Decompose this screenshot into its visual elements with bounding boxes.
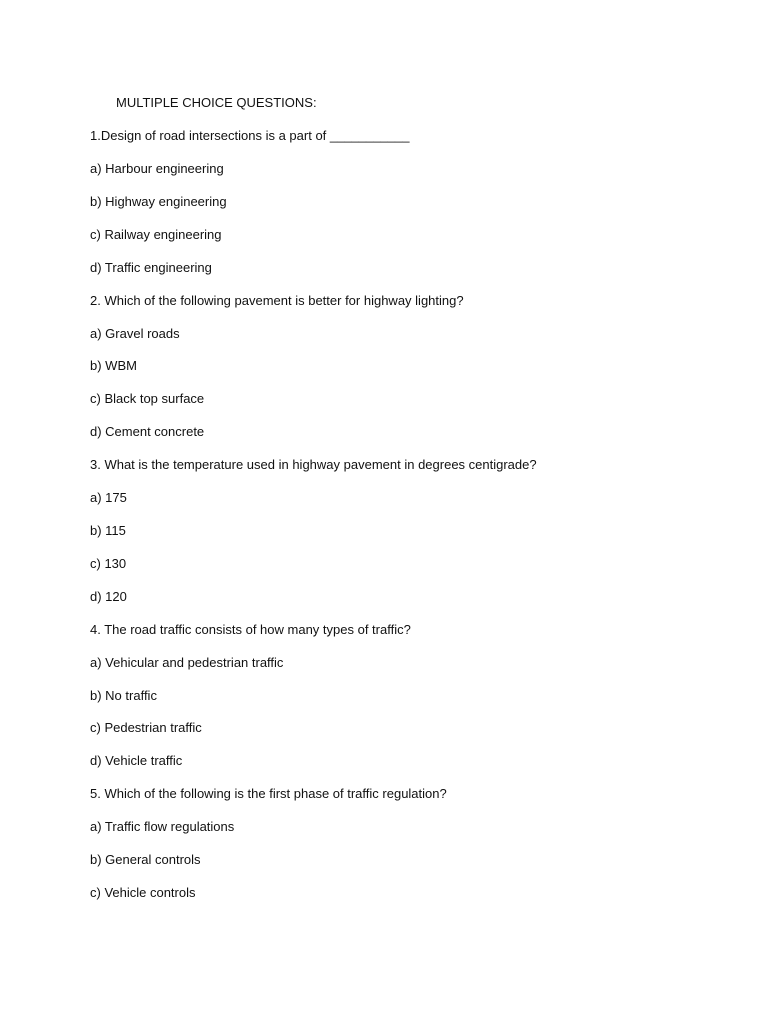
page-title: MULTIPLE CHOICE QUESTIONS: [116,95,317,110]
question-4-option-a: a) Vehicular and pedestrian traffic [90,655,284,670]
question-3-option-c: c) 130 [90,556,127,571]
question-3-option-b: b) 115 [90,523,126,538]
question-4-option-c: c) Pedestrian traffic [90,720,202,735]
question-4-text: 4. The road traffic consists of how many types of traffic? [90,622,411,637]
question-2-option-c: c) Black top surface [90,391,205,406]
question-3-option-d: d) 120 [90,589,127,604]
question-1-option-b: b) Highway engineering [90,194,227,209]
question-2-option-a: a) Gravel roads [90,326,180,341]
question-3-text: 3. What is the temperature used in highway pavement in degrees centigrade? [90,457,537,472]
question-2-text: 2. Which of the following pavement is better for highway lighting? [90,293,464,308]
question-1-option-c: c) Railway engineering [90,227,222,242]
question-1-option-d: d) Traffic engineering [90,260,212,275]
question-3-option-a: a) 175 [90,490,127,505]
question-2-option-b: b) WBM [90,358,137,373]
question-1-text: 1.Design of road intersections is a part of ___________ [90,128,410,143]
question-2-option-d: d) Cement concrete [90,424,205,439]
question-5-option-b: b) General controls [90,852,201,867]
question-5-option-a: a) Traffic flow regulations [90,819,235,834]
question-1-option-a: a) Harbour engineering [90,161,224,176]
question-5-option-c: c) Vehicle controls [90,885,196,900]
question-4-option-b: b) No traffic [90,688,157,703]
question-5-text: 5. Which of the following is the first phase of traffic regulation? [90,786,447,801]
question-4-option-d: d) Vehicle traffic [90,753,183,768]
